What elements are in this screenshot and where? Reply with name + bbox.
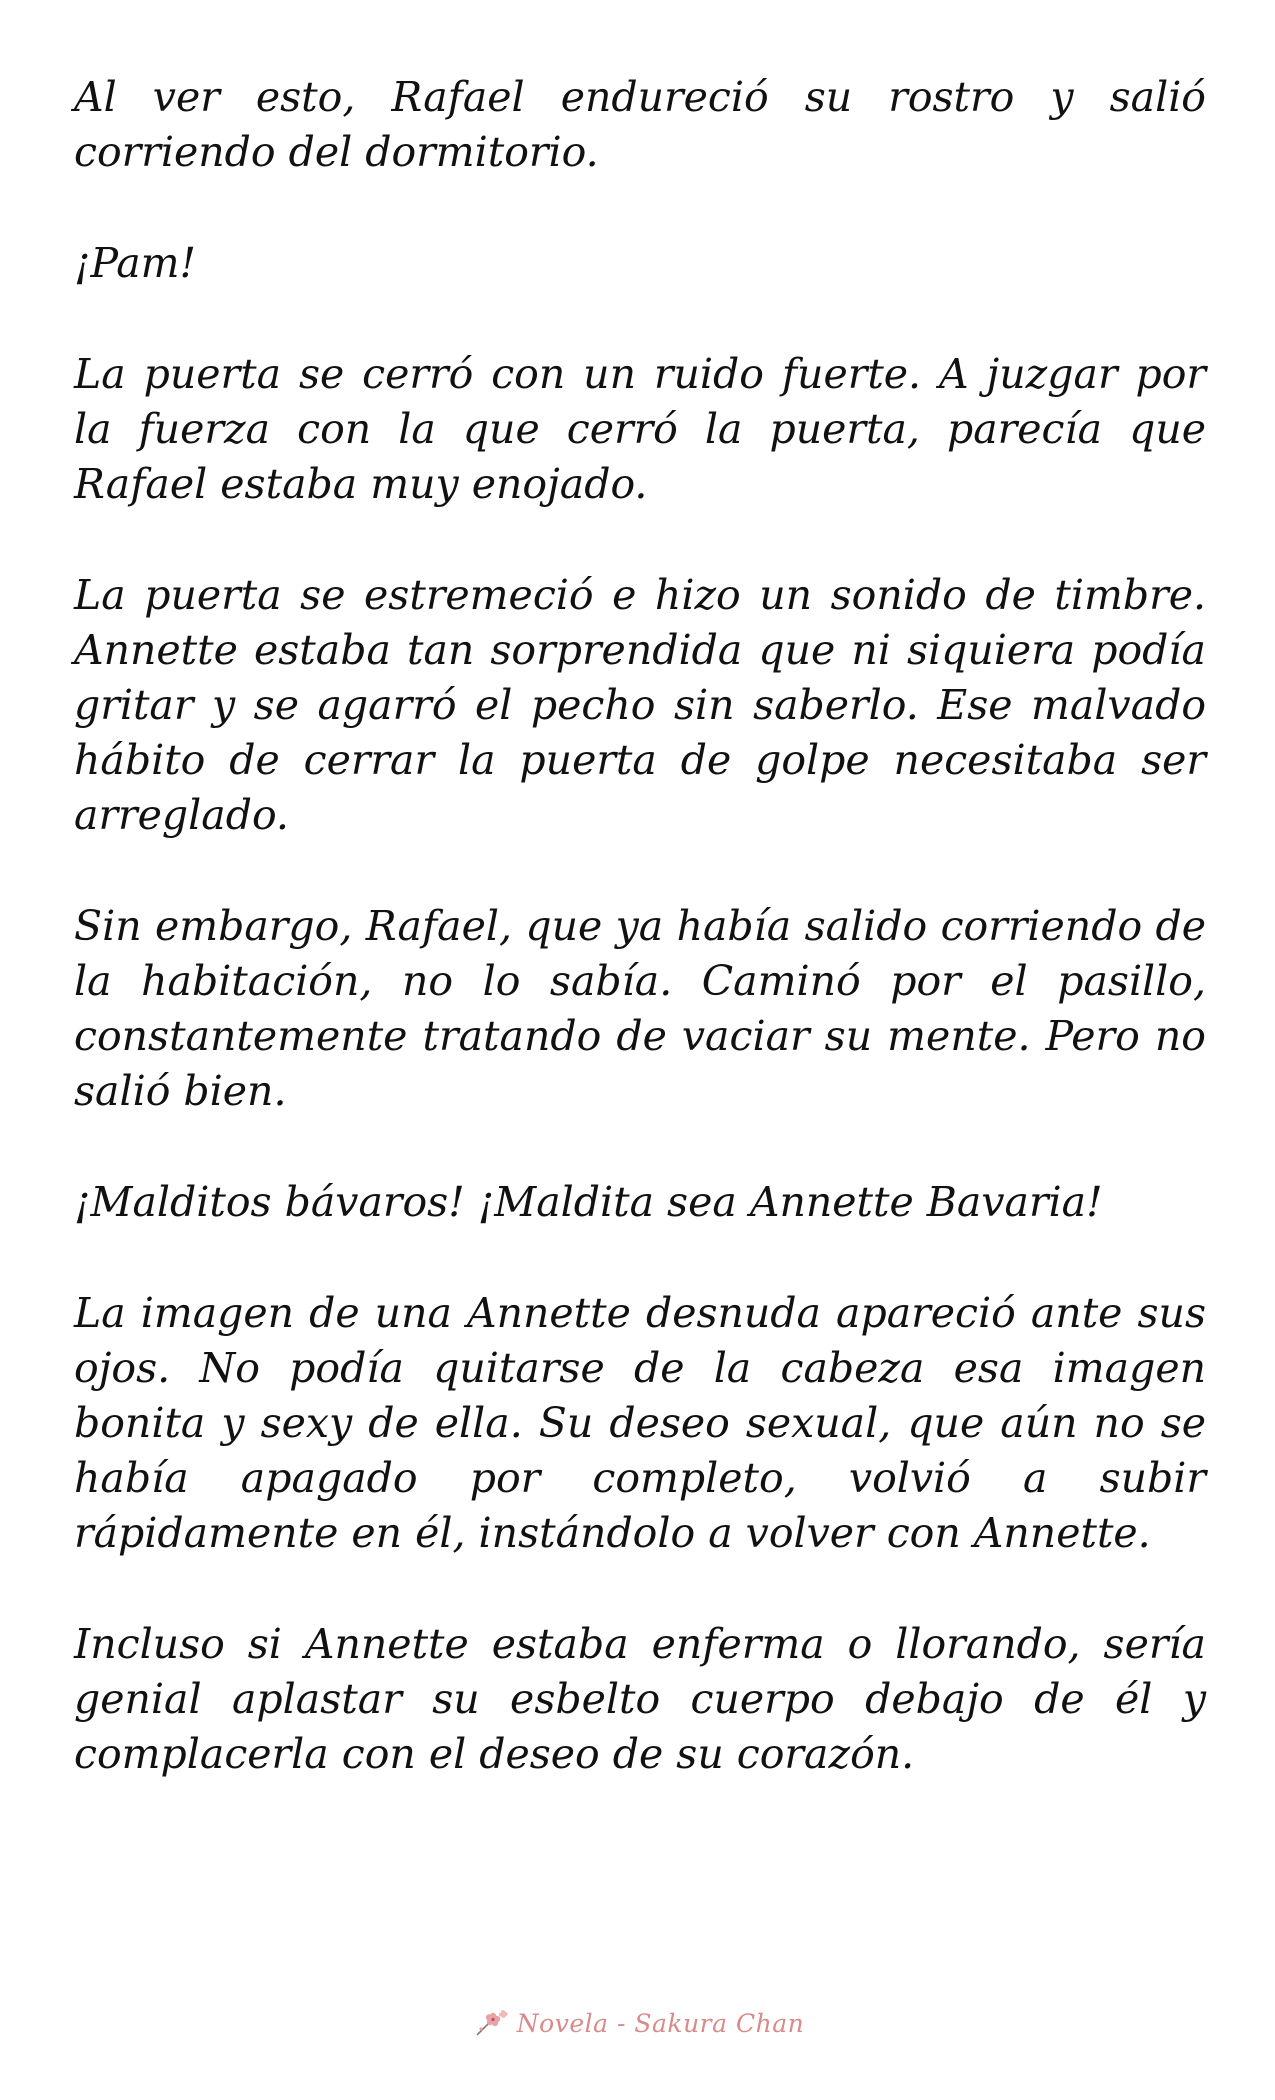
paragraph-7: La imagen de una Annette desnuda apareció ante sus ojos. No podía quitarse de la cabeza esa imagen bonita y sexy de ella. Su deseo sexual, que aún no se había apagado por completo, volvió a subir rápidamente en él, instándolo a volver con Annette. [74,1289,1206,1557]
watermark-text: Novela - Sakura Chan [516,2008,805,2038]
paragraph-4: La puerta se estremeció e hizo un sonido de timbre. Annette estaba tan sorprendida que ni siquiera podía gritar y se agarró el pecho sin saberlo. Ese malvado hábito de cerrar la puerta de golpe necesitaba ser arreglado. [74,571,1206,839]
watermark-footer [0,1998,1275,2048]
paragraph-3: La puerta se cerró con un ruido fuerte. A juzgar por la fuerza con la que cerró la puerta, parecía que Rafael estaba muy enojado. [74,350,1206,508]
document-body [74,70,1206,1838]
paragraph-8: Incluso si Annette estaba enferma o llorando, sería genial aplastar su esbelto cuerpo debajo de él y complacerla con el deseo de su corazón. [74,1620,1206,1778]
paragraph-6: ¡Malditos bávaros! ¡Maldita sea Annette Bavaria! [74,1178,1103,1226]
paragraph-5: Sin embargo, Rafael, que ya había salido corriendo de la habitación, no lo sabía. Caminó por el pasillo, constantemente tratando de vaciar su mente. Pero no salió bien. [74,902,1206,1115]
paragraph-2: ¡Pam! [74,239,197,287]
paragraph-1: Al ver esto, Rafael endureció su rostro y salió corriendo del dormitorio. [74,73,1206,176]
sakura-flower-icon [471,2005,511,2041]
